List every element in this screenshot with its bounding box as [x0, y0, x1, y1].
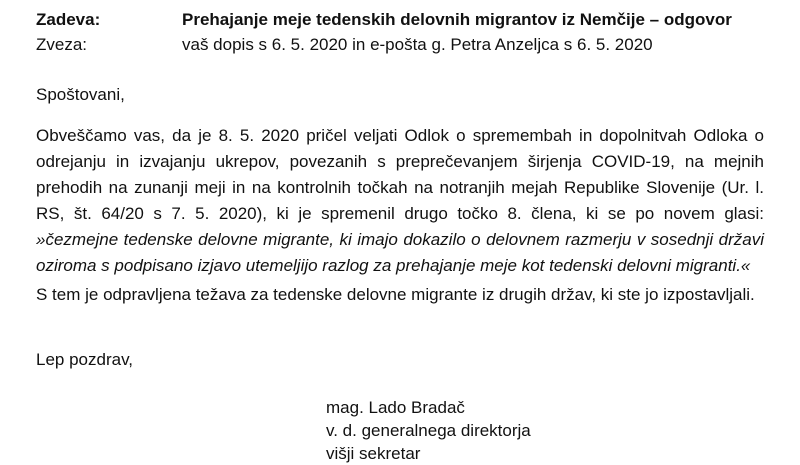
paragraph-line: odrejanju in izvajanju ukrepov, povezanih s preprečevanjem širjenja COVID-19, na mejnih [36, 152, 764, 171]
paragraph-line: RS, št. 64/20 s 7. 5. 2020), ki je spremenil drugo točko 8. člena, ki se po novem glasi: [36, 204, 764, 223]
quote-line: oziroma s podpisano izjavo utemeljijo razlog za prehajanje meje kot tedenski delovni migranti.« [36, 256, 751, 275]
subject-value: Prehajanje meje tedenskih delovnih migrantov iz Nemčije – odgovor [182, 10, 732, 29]
signature-block [326, 396, 531, 465]
greeting: Spoštovani, [36, 85, 125, 104]
signer-title: višji sekretar [326, 444, 421, 463]
signer-role: v. d. generalnega direktorja [326, 421, 531, 440]
paragraph-line: prehodih na zunanji meji in na kontrolnih točkah na notranjih mejah Republike Slovenije (Ur. l. [36, 178, 764, 197]
quote-line: »čezmejne tedenske delovne migrante, ki imajo dokazilo o delovnem razmerju v sosednji državi [36, 230, 764, 249]
reference-value: vaš dopis s 6. 5. 2020 in e-pošta g. Petra Anzeljca s 6. 5. 2020 [182, 35, 653, 54]
paragraph-line: Obveščamo vas, da je 8. 5. 2020 pričel veljati Odlok o spremembah in dopolnitvah Odloka o [36, 126, 764, 145]
reference-label: Zveza: [36, 35, 88, 54]
subject-label: Zadeva: [36, 10, 101, 29]
closing-salutation: Lep pozdrav, [36, 350, 134, 369]
paragraph-resolution: S tem je odpravljena težava za tedenske delovne migrante iz drugih držav, ki ste jo izpostavljali. [36, 285, 755, 304]
paragraph-ordinance [36, 123, 764, 279]
signer-name: mag. Lado Bradač [326, 398, 465, 417]
